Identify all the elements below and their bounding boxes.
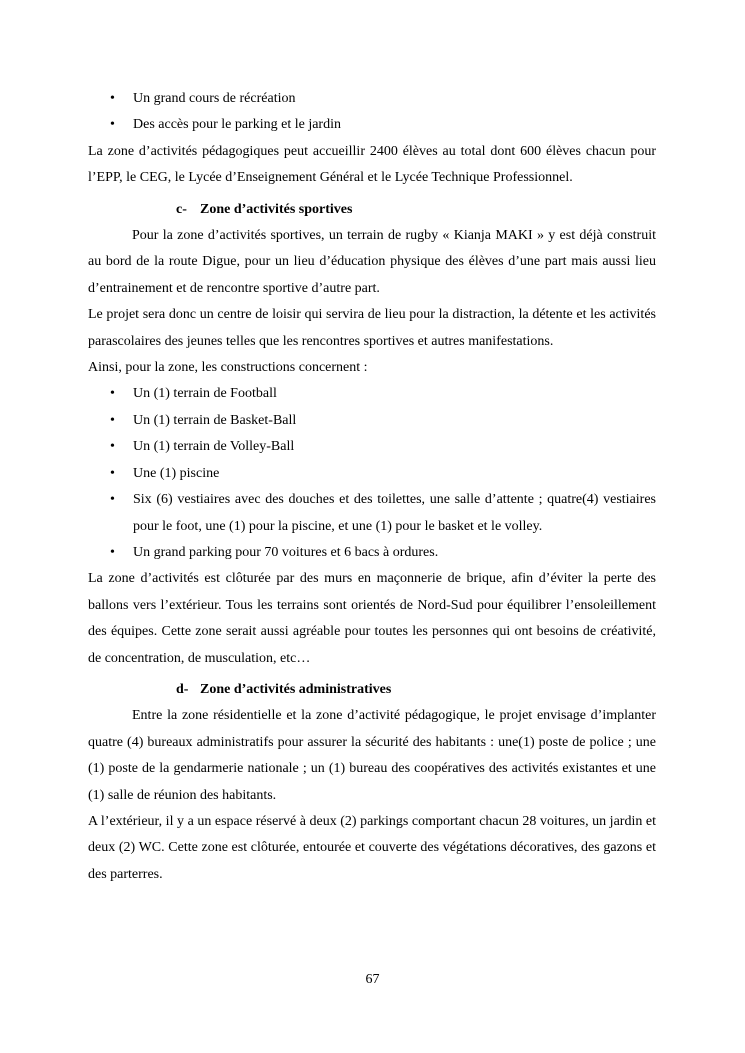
- section-d-paragraph-1: Entre la zone résidentielle et la zone d’activité pédagogique, le projet envisage d’implanter quatre (4) bureaux administratifs pour assurer la sécurité des habitants : une(1) poste de police ; une (1) poste de la gendarmerie nationale ; un (1) bureau des coopératives des activités existantes et une (1) salle de réunion des habitants.: [88, 708, 656, 803]
- section-d-heading: [88, 677, 656, 703]
- list-item: • Un grand cours de récréation: [88, 86, 656, 112]
- list-item: • Un (1) terrain de Football: [88, 381, 656, 407]
- section-c-paragraph-4: La zone d’activités est clôturée par des murs en maçonnerie de brique, afin d’éviter la perte des ballons vers l’extérieur. Tous les terrains sont orientés de Nord-Sud pour équilibrer l’ensoleillement des équipes. Cette zone serait aussi agréable pour toutes les personnes qui ont besoins de créativité, de concentration, de musculation, etc…: [88, 571, 656, 666]
- section-d-paragraph-2: A l’extérieur, il y a un espace réservé à deux (2) parkings comportant chacun 28 voitures, un jardin et deux (2) WC. Cette zone est clôturée, entourée et couverte des végétations décoratives, des gazons et des parterres.: [88, 813, 656, 882]
- list-item: • Des accès pour le parking et le jardin: [88, 112, 656, 138]
- top-bullet-list: [88, 86, 656, 139]
- section-c-letter: c-: [176, 201, 187, 217]
- list-item: • Un grand parking pour 70 voitures et 6 bacs à ordures.: [88, 540, 656, 566]
- section-c-paragraph-3: Ainsi, pour la zone, les constructions concernent :: [88, 360, 368, 376]
- paragraph-pedagogique: La zone d’activités pédagogiques peut accueillir 2400 élèves au total dont 600 élèves chacun pour l’EPP, le CEG, le Lycée d’Enseignement Général et le Lycée Technique Professionnel.: [88, 143, 656, 186]
- section-c-heading: [88, 197, 656, 223]
- page-number: 67: [365, 972, 380, 987]
- section-d-title: Zone d’activités administratives: [200, 681, 392, 697]
- list-item: • Une (1) piscine: [88, 461, 656, 487]
- section-c-paragraph-2: Le projet sera donc un centre de loisir qui servira de lieu pour la distraction, la détente et les activités parascolaires des jeunes telles que les rencontres sportives et autres manifestations.: [88, 307, 656, 349]
- section-d-letter: d-: [176, 681, 189, 697]
- list-item: • Un (1) terrain de Basket-Ball: [88, 408, 656, 434]
- list-item: • Six (6) vestiaires avec des douches et des toilettes, une salle d’attente ; quatre(4) vestiaires pour le foot, une (1) pour la piscine, et une (1) pour le basket et le volley.: [88, 487, 656, 540]
- section-c-paragraph-1: Pour la zone d’activités sportives, un terrain de rugby « Kianja MAKI » y est déjà construit au bord de la route Digue, pour un lieu d’éducation physique des élèves d’une part mais aussi lieu d’entrainement et de rencontre sportive d’autre part.: [88, 228, 656, 296]
- section-c-bullet-list: [88, 381, 656, 566]
- page-content: [88, 86, 656, 888]
- list-item: • Un (1) terrain de Volley-Ball: [88, 434, 656, 460]
- section-c-title: Zone d’activités sportives: [200, 201, 353, 217]
